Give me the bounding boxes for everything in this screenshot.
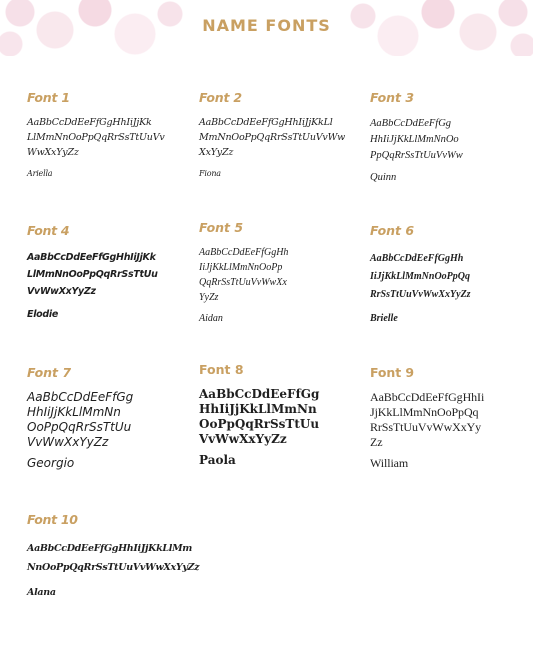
font-sample-6 [370, 222, 530, 328]
font-sample-4 [27, 222, 187, 323]
font-label: Font 9 [370, 365, 414, 380]
font-sample-1 [27, 90, 187, 181]
font-label: Font 6 [370, 223, 415, 238]
sample-line: IiJjKkLlMmNnOoPp [199, 262, 283, 273]
sample-name: William [370, 456, 409, 470]
sample-line: VvWwXxYyZz [199, 432, 287, 446]
sample-line: AaBbCcDdEeFfGgHhIiJjKkLl [199, 117, 333, 128]
sample-line: HhIiJjKkLlMmNn [199, 402, 317, 416]
font-label: Font 2 [199, 90, 242, 105]
sample-line: AaBbCcDdEeFfGgHhIiJjKkLlMm [27, 543, 193, 554]
sample-line: AaBbCcDdEeFfGgHh [199, 247, 289, 258]
sample-line: AaBbCcDdEeFfGgHhIiJjKk [27, 117, 152, 128]
sample-line: PpQqRrSsTtUuVvWw [370, 150, 463, 161]
sample-name: Brielle [370, 313, 398, 324]
sample-name: Georgio [27, 456, 75, 470]
sample-line: AaBbCcDdEeFfGgHhIiJjKk [27, 252, 156, 263]
sample-name: Quinn [370, 172, 397, 183]
sample-line: JjKkLlMmNnOoPpQq [370, 405, 479, 419]
sample-line: AaBbCcDdEeFfGgHh [370, 253, 464, 264]
sample-line: AaBbCcDdEeFfGg [27, 390, 134, 404]
sample-line: YyZz [199, 292, 219, 303]
sample-line: HhIiJjKkLlMmNnOo [370, 134, 459, 145]
sample-line: Zz [370, 435, 383, 449]
font-sample-5 [199, 220, 359, 326]
sample-line: AaBbCcDdEeFfGgHhIi [370, 390, 485, 404]
sample-line: VvWwXxYyZz [27, 435, 109, 449]
page-title: NAME FONTS [202, 16, 331, 35]
sample-name: Aidan [199, 313, 223, 324]
font-sample-7 [27, 365, 187, 471]
font-sample-2 [199, 90, 359, 181]
font-label: Font 4 [27, 223, 70, 238]
sample-line: LlMmNnOoPpQqRrSsTtUu [27, 269, 158, 280]
font-sample-3 [370, 90, 530, 186]
sample-line: IiJjKkLlMmNnOoPpQq [370, 271, 471, 282]
font-label: Font 3 [370, 90, 415, 105]
sample-line: NnOoPpQqRrSsTtUuVvWwXxYyZz [27, 562, 200, 573]
sample-line: MmNnOoPpQqRrSsTtUuVvWw [199, 132, 346, 143]
sample-line: QqRrSsTtUuVvWwXx [199, 277, 287, 288]
sample-name: Fiona [199, 169, 221, 178]
sample-name: Alana [27, 587, 56, 598]
sample-line: WwXxYyZz [27, 147, 79, 158]
sample-line: OoPpQqRrSsTtUu [199, 417, 320, 431]
sample-name: Ariella [27, 169, 53, 178]
font-label: Font 1 [27, 90, 70, 105]
sample-name: Elodie [27, 309, 58, 320]
sample-line: HhIiJjKkLlMmNn [27, 405, 121, 419]
font-label: Font 7 [27, 365, 72, 380]
header-banner [0, 0, 533, 56]
font-sample-8 [199, 362, 359, 468]
sample-line: RrSsTtUuVvWwXxYyZz [370, 289, 471, 300]
font-label: Font 10 [27, 512, 78, 527]
font-label: Font 8 [199, 362, 244, 377]
sample-line: LlMmNnOoPpQqRrSsTtUuVv [27, 132, 165, 143]
sample-line: AaBbCcDdEeFfGg [199, 387, 320, 401]
sample-name: Paola [199, 453, 236, 467]
sample-line: XxYyZz [199, 147, 234, 158]
sample-line: RrSsTtUuVvWwXxYy [370, 420, 482, 434]
sample-line: OoPpQqRrSsTtUu [27, 420, 132, 434]
sample-line: VvWwXxYyZz [27, 286, 96, 297]
font-sample-9 [370, 365, 530, 471]
font-sample-10 [27, 510, 247, 602]
font-label: Font 5 [199, 220, 244, 235]
sample-line: AaBbCcDdEeFfGg [370, 118, 452, 129]
